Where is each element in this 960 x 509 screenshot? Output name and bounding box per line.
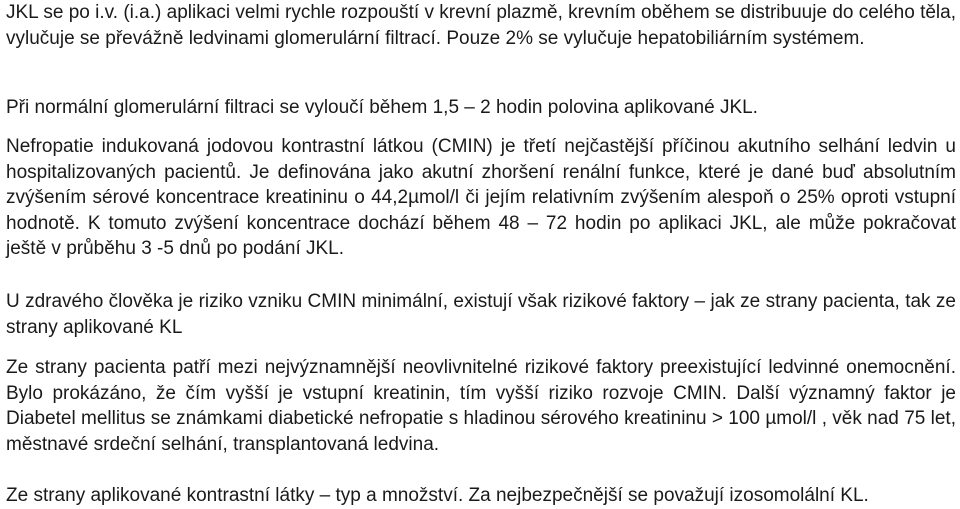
paragraph-agent-risk: Ze strany aplikované kontrastní látky – typ a množství. Za nejbezpečnější se považují izosomolální KL. <box>6 485 869 506</box>
paragraph-patient-risk: Ze strany pacienta patří mezi nejvýznamnější neovlivnitelné rizikové faktory preexistující ledvinné onemocnění. Bylo prokázáno, že čím vyšší je vstupní kreatinin, tím vyšší riziko rozvoje CMIN. Další významný faktor je Diabetel mellitus se známkami diabetické nefropatie s hladinou sérového kreatininu > 100 µmol/l , věk nad 75 let, městnavé srdeční selhání, transplantovaná ledvina. <box>6 357 956 455</box>
paragraph-risk-intro: U zdravého člověka je riziko vzniku CMIN minimální, existují však rizikové faktory – jak ze strany pacienta, tak ze strany aplikované KL <box>6 291 956 338</box>
paragraph-half-life: Při normální glomerulární filtraci se vyloučí během 1,5 – 2 hodin polovina aplikované JKL. <box>6 97 758 118</box>
paragraph-cmin-definition: Nefropatie indukovaná jodovou kontrastní látkou (CMIN) je třetí nejčastější příčinou akutního selhání ledvin u hospitalizovaných pacientů. Je definována jako akutní zhoršení renální funkce, které je dané buď absolutním zvýšením sérové koncentrace kreatininu o 44,2µmol/l či jejím relativním zvýšením alespoň o 25% oproti vstupní hodnotě. K tomuto zvýšení koncentrace dochází během 48 – 72 hodin po aplikaci JKL, ale může pokračovat ještě v průběhu 3 -5 dnů po podání JKL. <box>6 136 956 259</box>
paragraph-elimination: JKL se po i.v. (i.a.) aplikaci velmi rychle rozpouští v krevní plazmě, krevním oběhem se distribuuje do celého těla, vylučuje se převážně ledvinami glomerulární filtrací. Pouze 2% se vylučuje hepatobiliárním systémem. <box>6 2 956 49</box>
